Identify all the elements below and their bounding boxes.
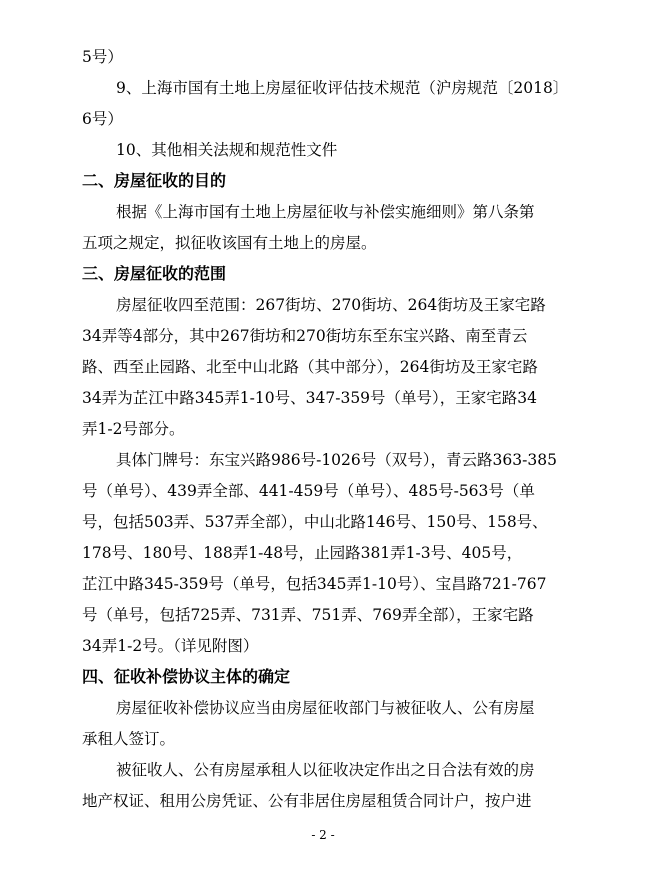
- text-line: 6号）: [82, 110, 123, 128]
- section-heading: 四、征收补偿协议主体的确定: [82, 667, 291, 686]
- section-heading: 三、房屋征收的范围: [82, 264, 227, 283]
- text-line: 房屋征收补偿协议应当由房屋征收部门与被征收人、公有房屋: [116, 699, 535, 717]
- text-line: 具体门牌号：东宝兴路986号-1026号（双号），青云路363-385: [116, 451, 557, 469]
- text-line: 被征收人、公有房屋承租人以征收决定作出之日合法有效的房: [116, 761, 535, 779]
- text-line: 房屋征收四至范围：267街坊、270街坊、264街坊及王家宅路: [116, 296, 546, 314]
- section-heading: 二、房屋征收的目的: [82, 171, 227, 190]
- text-line: 路、西至止园路、北至中山北路（其中部分），264街坊及王家宅路: [82, 358, 538, 376]
- text-line: 9、上海市国有土地上房屋征收评估技术规范（沪房规范〔2018〕: [116, 79, 569, 97]
- text-line: 34弄1-2号。（详见附图）: [82, 637, 259, 655]
- page-number: - 2 -: [311, 828, 335, 842]
- text-line: 根据《上海市国有土地上房屋征收与补偿实施细则》第八条第: [116, 203, 535, 221]
- text-line: 五项之规定，拟征收该国有土地上的房屋。: [82, 234, 377, 252]
- text-line: 号（单号，包括725弄、731弄、751弄、769弄全部），王家宅路: [82, 606, 534, 624]
- text-line: 34弄为芷江中路345弄1-10号、347-359号（单号），王家宅路34: [82, 389, 538, 407]
- text-line: 弄1-2号部分。: [82, 420, 185, 438]
- text-line: 号，包括503弄、537弄全部），中山北路146号、150号、158号、: [82, 513, 548, 531]
- text-line: 10、其他相关法规和规范性文件: [116, 141, 338, 159]
- text-line: 178号、180号、188弄1-48号，止园路381弄1-3号、405号，: [82, 544, 523, 562]
- text-line: 芷江中路345-359号（单号，包括345弄1-10号）、宝昌路721-767: [82, 575, 547, 593]
- text-line: 地产权证、租用公房凭证、公有非居住房屋租赁合同计户，按户进: [82, 792, 532, 810]
- text-line: 号（单号）、439弄全部、441-459号（单号）、485号-563号（单: [82, 482, 535, 500]
- text-line: 承租人签订。: [82, 730, 176, 748]
- text-line: 5号）: [82, 48, 123, 66]
- text-line: 34弄等4部分，其中267街坊和270街坊东至东宝兴路、南至青云: [82, 327, 528, 345]
